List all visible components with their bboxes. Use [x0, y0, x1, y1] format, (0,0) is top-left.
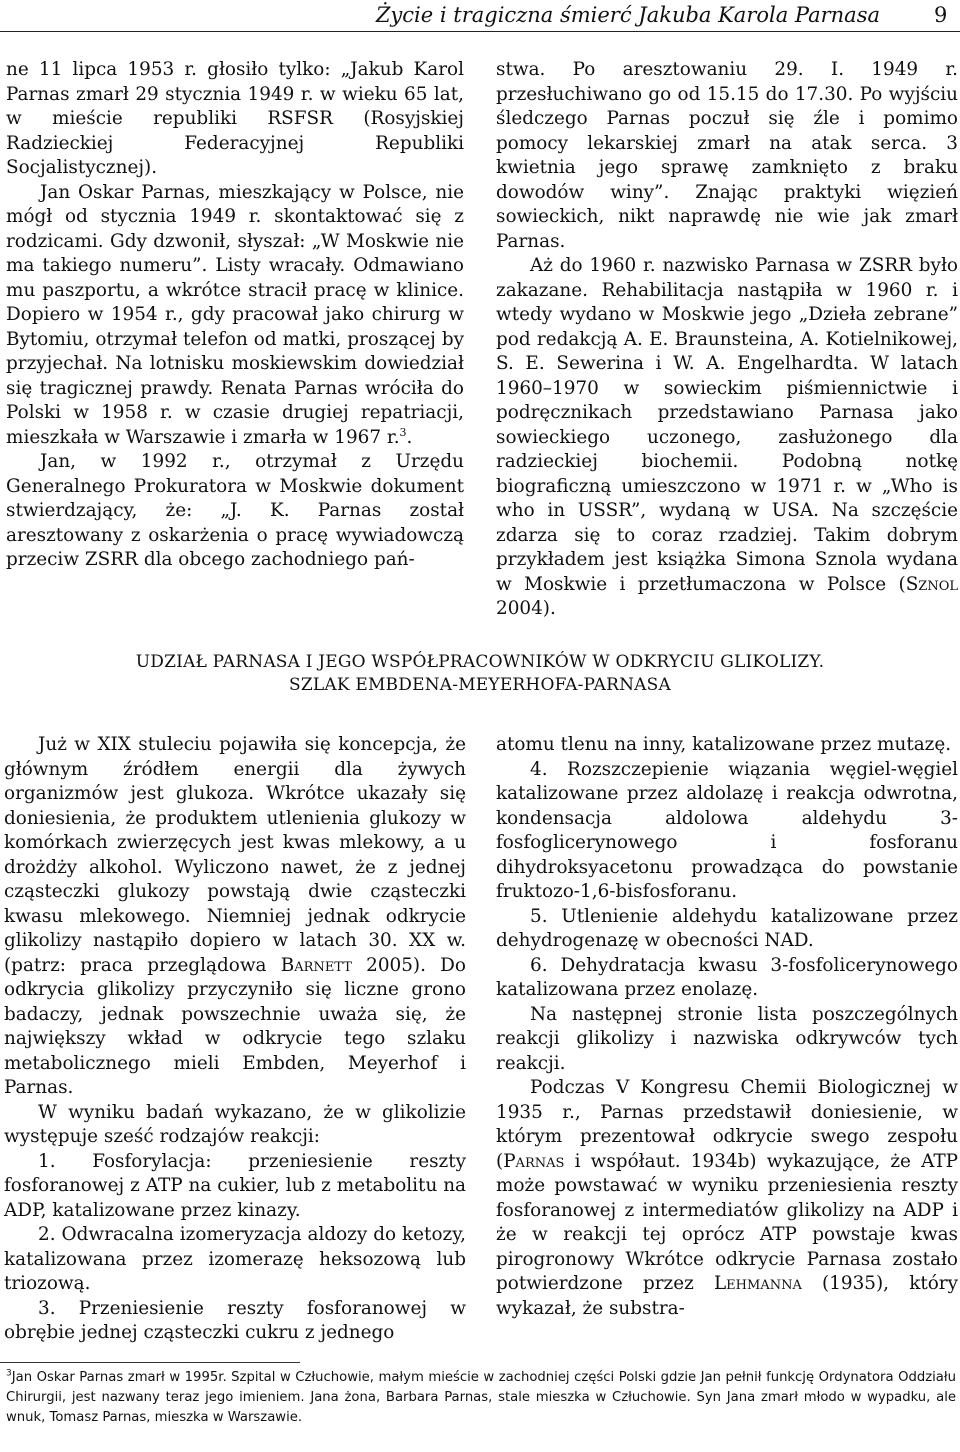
- paragraph: stwa. Po aresztowaniu 29. I. 1949 r. przesłuchiwano go od 15.15 do 17.30. Po wyjściu śledczego Parnas poczuł się źle i pomimo pomocy lekarskiej zmarł na atak serca. 3 kwietnia jego sprawę zamknięto z braku dowodów winy”. Znając praktyki więzień sowieckich, nikt naprawdę nie wie jak zmarł Parnas.: [496, 59, 958, 252]
- citation-author: Sznol: [905, 573, 958, 595]
- paragraph-text: Podczas V Kongresu Chemii Biologicznej w 1935 r., Parnas przedstawił doniesienie, w którym prezentował odkrycie swego zespołu (: [496, 1077, 958, 1172]
- section-heading: [0, 651, 960, 697]
- paragraph-text: 2005). Do odkrycia glikolizy przyczyniło się liczne grono badaczy, jednak powszechnie uważa się, że największy wkład w odkrycie tego szlaku metabolicznego mieli Embden, Meyerhof i Parnas.: [4, 954, 466, 1098]
- paragraph: [496, 254, 958, 622]
- list-item: 1. Fosforylacja: przeniesienie reszty fosforanowej z ATP na cukier, lub z metabolitu na ADP, katalizowane przez kinazy.: [4, 1150, 466, 1221]
- list-item: 3. Przeniesienie reszty fosforanowej w obrębie jednej cząsteczki cukru z jednego: [4, 1297, 466, 1343]
- bottom-left-column: [4, 733, 466, 1346]
- header-rule: [0, 31, 960, 32]
- running-title: Życie i tragiczna śmierć Jakuba Karola Parnasa: [375, 3, 880, 27]
- paragraph: W wyniku badań wykazano, że w glikolizie występuje sześć rodzajów reakcji:: [4, 1101, 466, 1147]
- list-item: 4. Rozszczepienie wiązania węgiel-węgiel katalizowane przez aldolazę i reakcja odwrotna, kondensacja aldolowa aldehydu 3-fosfoglicerynowego i fosforanu dihydroksyacetonu prowadząca do powstanie fruktozo-1,6-bisfosforanu.: [496, 758, 958, 902]
- paragraph: ne 11 lipca 1953 r. głosiło tylko: „Jakub Karol Parnas zmarł 29 stycznia 1949 r. w wieku 65 lat, w mieście republiki RSFSR (Rosyjskiej Radzieckiej Federacyjnej Republiki Socjalistycznej).: [6, 59, 464, 178]
- paragraph: [6, 181, 464, 451]
- bottom-right-column: [496, 733, 958, 1321]
- paragraph-end: .: [406, 426, 413, 448]
- paragraph-text: i współaut. 1934b) wykazujące, że ATP może powstawać w wyniku przeniesienia reszty fosforanowej z intermediatów glikolizy na ADP i że w reakcji tej oprócz ATP powstaje kwas pirogronowy Wkrótce odkrycie Parnasa zostało potwierdzone przez: [496, 1150, 958, 1294]
- paragraph: Na następnej stronie lista poszczególnych reakcji glikolizy i nazwiska odkrywców tych reakcji.: [496, 1003, 958, 1074]
- footnote: [6, 1368, 956, 1428]
- paragraph-text: Już w XIX stuleciu pojawiła się koncepcja, że głównym źródłem energii dla żywych organizmów jest glukoza. Wkrótce ukazały się doniesienia, że produktem utlenienia glukozy w komórkach zwierzęcych jest kwas mlekowy, a u drożdży alkohol. Wyliczono nawet, że z jednej cząsteczki glukozy powstają dwie cząsteczki kwasu mlekowego. Niemniej jednak odkrycie glikolizy nastąpiło dopiero w latach 30. XX w. (patrz: praca przeglądowa: [4, 734, 466, 976]
- page-number: 9: [934, 3, 948, 27]
- paragraph-text: Jan Oskar Parnas, mieszkający w Polsce, nie mógł od stycznia 1949 r. skontaktować się z rodzicami. Gdy dzwonił, słyszał: „W Moskwie nie ma takiego numeru”. Listy wracały. Odmawiano mu paszportu, a wkrótce stracił pracę w klinice. Dopiero w 1954 r., gdy pracował jako chirurg w Bytomiu, otrzymał telefon od matki, proszącej by przyjechał. Na lotnisku moskiewskim dowiedział się tragicznej prawdy. Renata Parnas wróciła do Polski w 1958 r. w czasie drugiej repatriacji, mieszkała w Warszawie i zmarła w 1967 r.: [6, 181, 464, 448]
- citation-author: Parnas: [503, 1150, 565, 1172]
- footnote-marker: 3: [6, 1368, 12, 1379]
- paragraph: Jan, w 1992 r., otrzymał z Urzędu Generalnego Prokuratora w Moskwie dokument stwierdzający, że: „J. K. Parnas został aresztowany z oskarżenia o pracę wywiadowczą przeciw ZSRR dla obcego zachodniego pań-: [6, 451, 464, 570]
- paragraph: [4, 733, 466, 1101]
- footnote-text: Jan Oskar Parnas zmarł w 1995r. Szpital w Człuchowie, małym mieście w zachodniej części Polski gdzie Jan pełnił funkcję Ordynatora Oddziału Chirurgii, jest nazwany teraz jego imieniem. Jana żona, Barbara Parnas, stale mieszka w Człuchowie. Syn Jana zmarł młodo w wypadku, ale wnuk, Tomasz Parnas, mieszka w Warszawie.: [6, 1370, 956, 1425]
- footnote-rule: [0, 1362, 300, 1363]
- paragraph-text: 2004).: [496, 598, 556, 619]
- paragraph: atomu tlenu na inny, katalizowane przez mutazę.: [496, 734, 952, 755]
- paragraph-text: Aż do 1960 r. nazwisko Parnasa w ZSRR było zakazane. Rehabilitacja nastąpiła w 1960 r. i wtedy wydano w Moskwie jego „Dzieła zebrane” pod redakcją A. E. Braunsteina, A. Kotielnikowej, S. E. Sewerina i W. A. Engelhardta. W latach 1960–1970 w sowieckim piśmiennictwie i podręcznikach przedstawiano Parnasa jako sowieckiego uczonego, zasłużonego dla radzieckiej biochemii. Podobną notkę biograficzną umieszczono w 1971 r. w „Who is who in USSR”, wydaną w USA. Na szczęście zdarza się to coraz rzadziej. Takim dobrym przykładem jest książka Simona Sznola wydana w Moskwie i przetłumaczona w Polsce (: [496, 255, 958, 595]
- section-heading-line-2: SZLAK EMBDENA-MEYERHOFA-PARNASA: [289, 675, 671, 695]
- running-header: [0, 0, 960, 30]
- list-item: 2. Odwracalna izomeryzacja aldozy do ketozy, katalizowana przez izomerazę heksozową lub triozową.: [4, 1224, 466, 1294]
- top-right-column: [496, 58, 958, 622]
- citation-author: Lehmanna: [713, 1273, 802, 1294]
- footnote-ref[interactable]: 3: [399, 425, 407, 439]
- list-item: 6. Dehydratacja kwasu 3-fosfolicerynowego katalizowana przez enolazę.: [496, 954, 958, 1000]
- list-item: 5. Utlenienie aldehydu katalizowane przez dehydrogenazę w obecności NAD.: [496, 905, 958, 951]
- paragraph-text: (1935), który wykazał, że substra-: [496, 1273, 958, 1319]
- paragraph: [496, 1076, 958, 1321]
- citation-author: Barnett: [280, 954, 352, 976]
- top-left-column: [6, 58, 464, 573]
- section-heading-line-1: UDZIAŁ PARNASA I JEGO WSPÓŁPRACOWNIKÓW W ODKRYCIU GLIKOLIZY.: [135, 652, 825, 672]
